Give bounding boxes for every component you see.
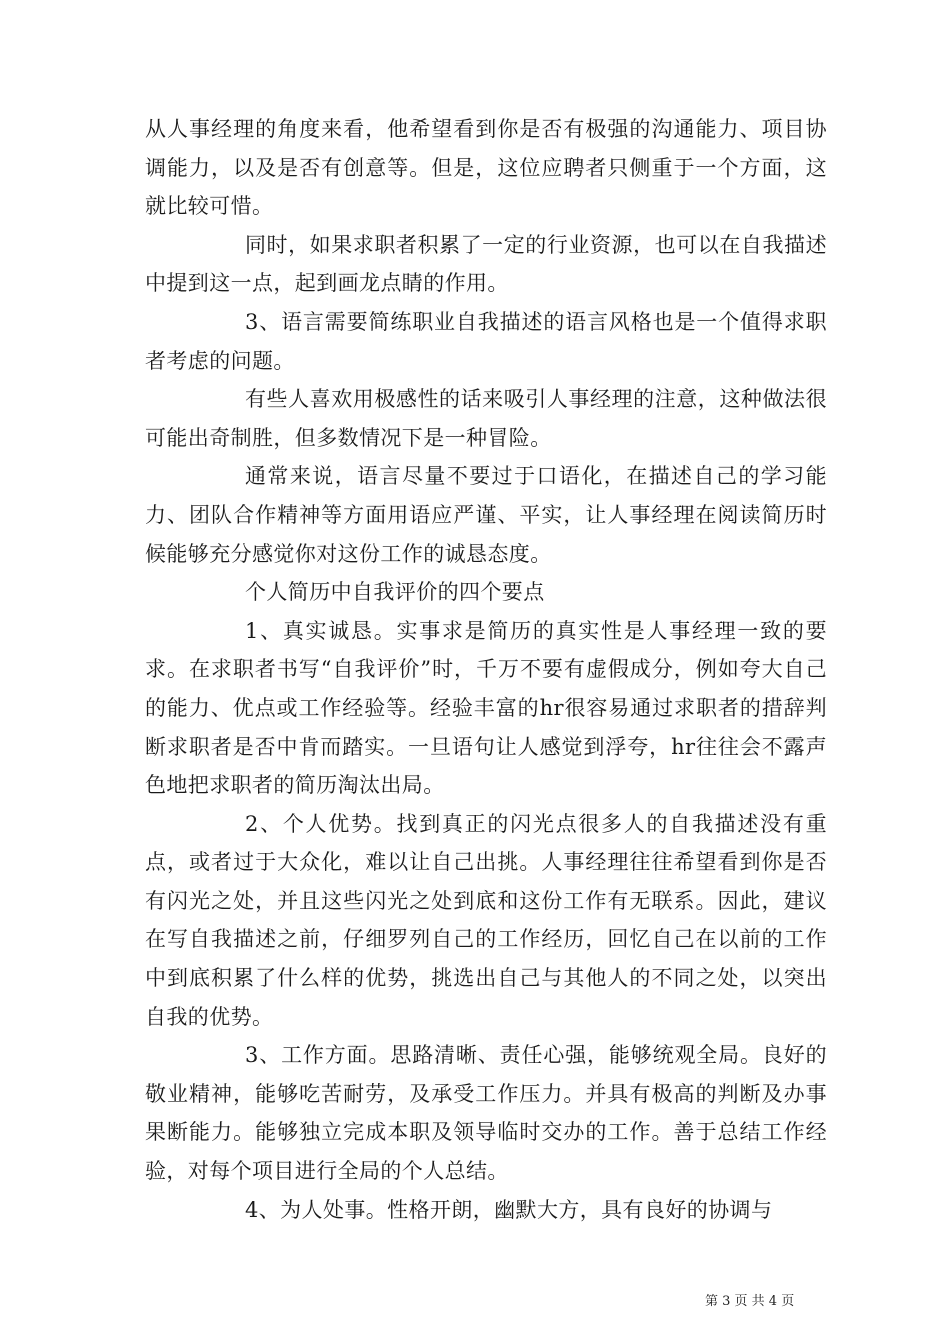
paragraph-point-4: 4、为人处事。性格开朗，幽默大方，具有良好的协调与 bbox=[245, 1197, 773, 1222]
paragraph-emotional-words: 有些人喜欢用极感性的话来吸引人事经理的注意，这种做法很可能出奇制胜，但多数情况下是一种冒险。 bbox=[145, 387, 827, 450]
paragraph-point-1: 1、真实诚恳。实事求是简历的真实性是人事经理一致的要求。在求职者书写“自我评价”时，千万不要有虚假成分，例如夸大自己的能力、优点或工作经验等。经验丰富的hr很容易通过求职者的措辞判断求职者是否中肯而踏实。一旦语句让人感觉到浮夸，hr往往会不露声色地把求职者的简历淘汰出局。 bbox=[145, 618, 827, 798]
paragraph-language-style: 3、语言需要简练职业自我描述的语言风格也是一个值得求职者考虑的问题。 bbox=[145, 309, 827, 373]
paragraph-point-2: 2、个人优势。找到真正的闪光点很多人的自我描述没有重点，或者过于大众化，难以让自己出挑。人事经理往往希望看到你是否有闪光之处，并且这些闪光之处到底和这份工作有无联系。因此，建议在写自我描述之前，仔细罗列自己的工作经历，回忆自己在以前的工作中到底积累了什么样的优势，挑选出自己与其他人的不同之处，以突出自我的优势。 bbox=[145, 811, 827, 1029]
section-heading: 个人简历中自我评价的四个要点 bbox=[245, 580, 545, 605]
page-footer: 第 3 页 共 4 页 bbox=[705, 1294, 795, 1309]
paragraph-continuation: 从人事经理的角度来看，他希望看到你是否有极强的沟通能力、项目协调能力，以及是否有创意等。但是，这位应聘者只侧重于一个方面，这就比较可惜。 bbox=[145, 117, 827, 219]
paragraph-avoid-colloquial: 通常来说，语言尽量不要过于口语化，在描述自己的学习能力、团队合作精神等方面用语应严谨、平实，让人事经理在阅读简历时候能够充分感觉你对这份工作的诚恳态度。 bbox=[145, 464, 827, 566]
document-body bbox=[145, 110, 827, 1229]
paragraph-point-3: 3、工作方面。思路清晰、责任心强，能够统观全局。良好的敬业精神，能够吃苦耐劳，及承受工作压力。并具有极高的判断及办事果断能力。能够独立完成本职及领导临时交办的工作。善于总结工作经验，对每个项目进行全局的个人总结。 bbox=[145, 1043, 827, 1184]
paragraph-industry-resources: 同时，如果求职者积累了一定的行业资源，也可以在自我描述中提到这一点，起到画龙点睛的作用。 bbox=[145, 232, 827, 296]
